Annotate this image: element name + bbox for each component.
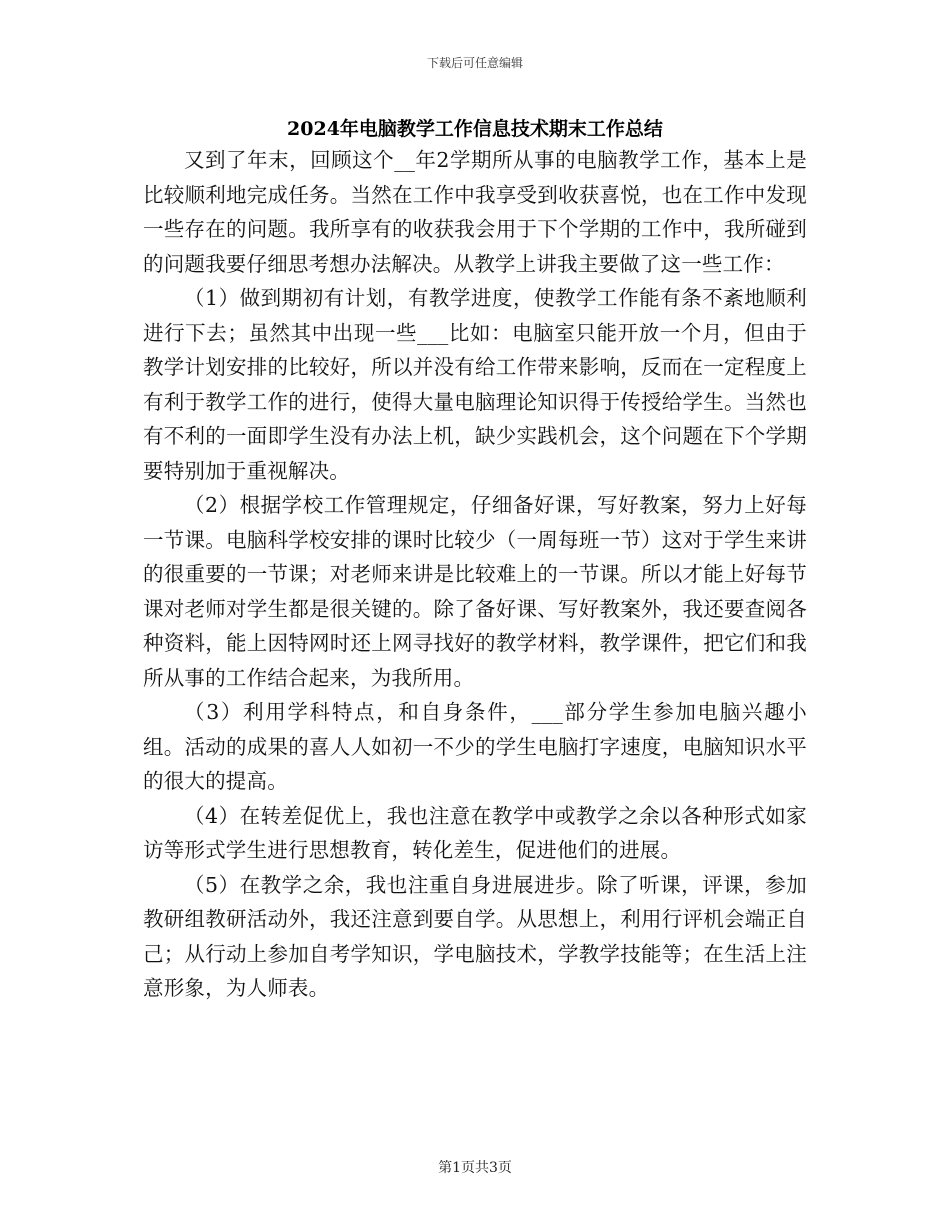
document-title: 2024年电脑教学工作信息技术期末工作总结	[287, 118, 663, 140]
header-note: 下载后可任意编辑	[426, 56, 523, 70]
document-body	[143, 143, 807, 1006]
paragraph-intro: 又到了年末，回顾这个__年2学期所从事的电脑教学工作，基本上是比较顺利地完成任务。当然在工作中我享受到收获喜悦，也在工作中发现一些存在的问题。我所享有的收获我会用于下个学期的工作中，我所碰到的问题我要仔细思考想办法解决。从教学上讲我主要做了这一些工作：	[143, 148, 807, 276]
paragraph-item-1: （1）做到期初有计划，有教学进度，使教学工作能有条不紊地顺利进行下去；虽然其中出现一些___比如：电脑室只能开放一个月，但由于教学计划安排的比较好，所以并没有给工作带来影响，反而在一定程度上有利于教学工作的进行，使得大量电脑理论知识得于传授给学生。当然也有不利的一面即学生没有办法上机，缺少实践机会，这个问题在下个学期要特别加于重视解决。	[143, 286, 807, 483]
paragraph-item-4: （4）在转差促优上，我也注意在教学中或教学之余以各种形式如家访等形式学生进行思想教育，转化差生，促进他们的进展。	[143, 803, 807, 862]
page-number: 第1页共3页	[438, 1160, 512, 1176]
paragraph-item-5: （5）在教学之余，我也注重自身进展进步。除了听课，评课，参加教研组教研活动外，我还注意到要自学。从思想上，利用行评机会端正自己；从行动上参加自考学知识，学电脑技术，学教学技能等；在生活上注意形象，为人师表。	[143, 872, 807, 1000]
paragraph-item-3: （3）利用学科特点，和自身条件，___部分学生参加电脑兴趣小组。活动的成果的喜人人如初一不少的学生电脑打字速度，电脑知识水平的很大的提高。	[143, 700, 807, 793]
paragraph-item-2: （2）根据学校工作管理规定，仔细备好课，写好教案，努力上好每一节课。电脑科学校安排的课时比较少（一周每班一节）这对于学生来讲的很重要的一节课；对老师来讲是比较难上的一节课。所以才能上好每节课对老师对学生都是很关键的。除了备好课、写好教案外，我还要查阅各种资料，能上因特网时还上网寻找好的教学材料，教学课件，把它们和我所从事的工作结合起来，为我所用。	[143, 493, 807, 690]
